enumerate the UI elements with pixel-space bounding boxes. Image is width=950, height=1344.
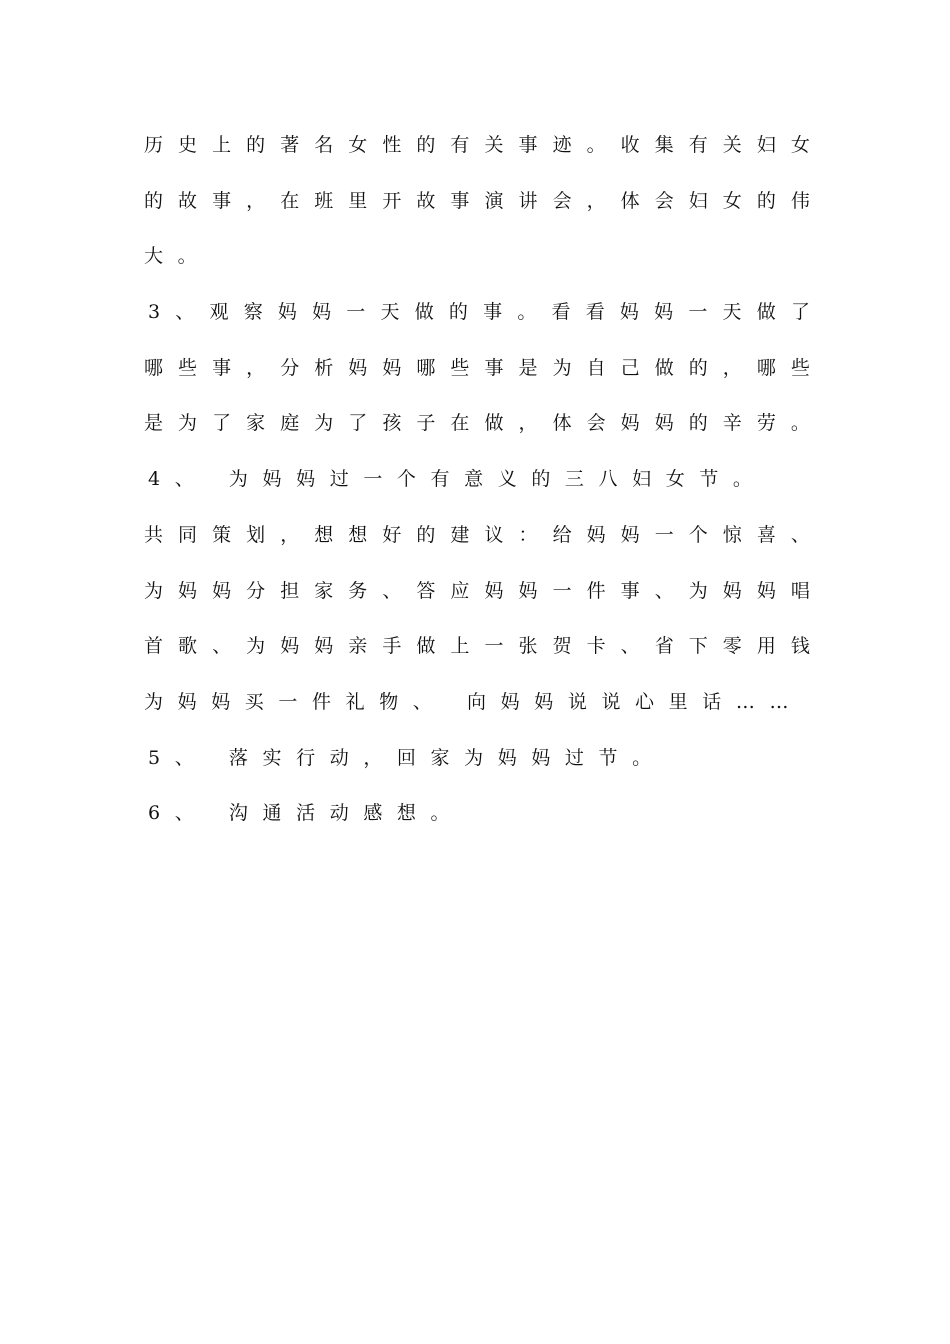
text-line: 是 为 了 家 庭 为 了 孩 子 在 做 ， 体 会 妈 妈 的 辛 劳 。 bbox=[144, 412, 810, 435]
document-body bbox=[144, 118, 810, 842]
list-item-6: 6、 沟通活动感想。 bbox=[148, 802, 465, 825]
text-line: 为 妈 妈 分 担 家 务 、 答 应 妈 妈 一 件 事 、 为 妈 妈 唱 bbox=[144, 579, 810, 602]
text-line: 大。 bbox=[144, 245, 212, 268]
list-item-5: 5、 落实行动，回家为妈妈过节。 bbox=[148, 746, 666, 769]
text-line: 的 故 事 ， 在 班 里 开 故 事 演 讲 会 ， 体 会 妇 女 的 伟 bbox=[144, 189, 810, 212]
list-item-3: 3 、 观 察 妈 妈 一 天 做 的 事 。 看 看 妈 妈 一 天 做 了 bbox=[148, 301, 810, 324]
list-item-4: 4、 为妈妈过一个有意义的三八妇女节。 bbox=[148, 468, 767, 491]
text-line: 哪 些 事 ， 分 析 妈 妈 哪 些 事 是 为 自 己 做 的 ， 哪 些 bbox=[144, 356, 810, 379]
text-line: 首 歌 、 为 妈 妈 亲 手 做 上 一 张 贺 卡 、 省 下 零 用 钱 bbox=[144, 635, 810, 658]
text-line: 为妈妈买一件礼物、 向妈妈说说心里话…… bbox=[144, 690, 804, 713]
text-line: 历 史 上 的 著 名 女 性 的 有 关 事 迹 。 收 集 有 关 妇 女 bbox=[144, 134, 810, 156]
text-line: 共 同 策 划 ， 想 想 好 的 建 议 ： 给 妈 妈 一 个 惊 喜 、 bbox=[144, 523, 810, 546]
